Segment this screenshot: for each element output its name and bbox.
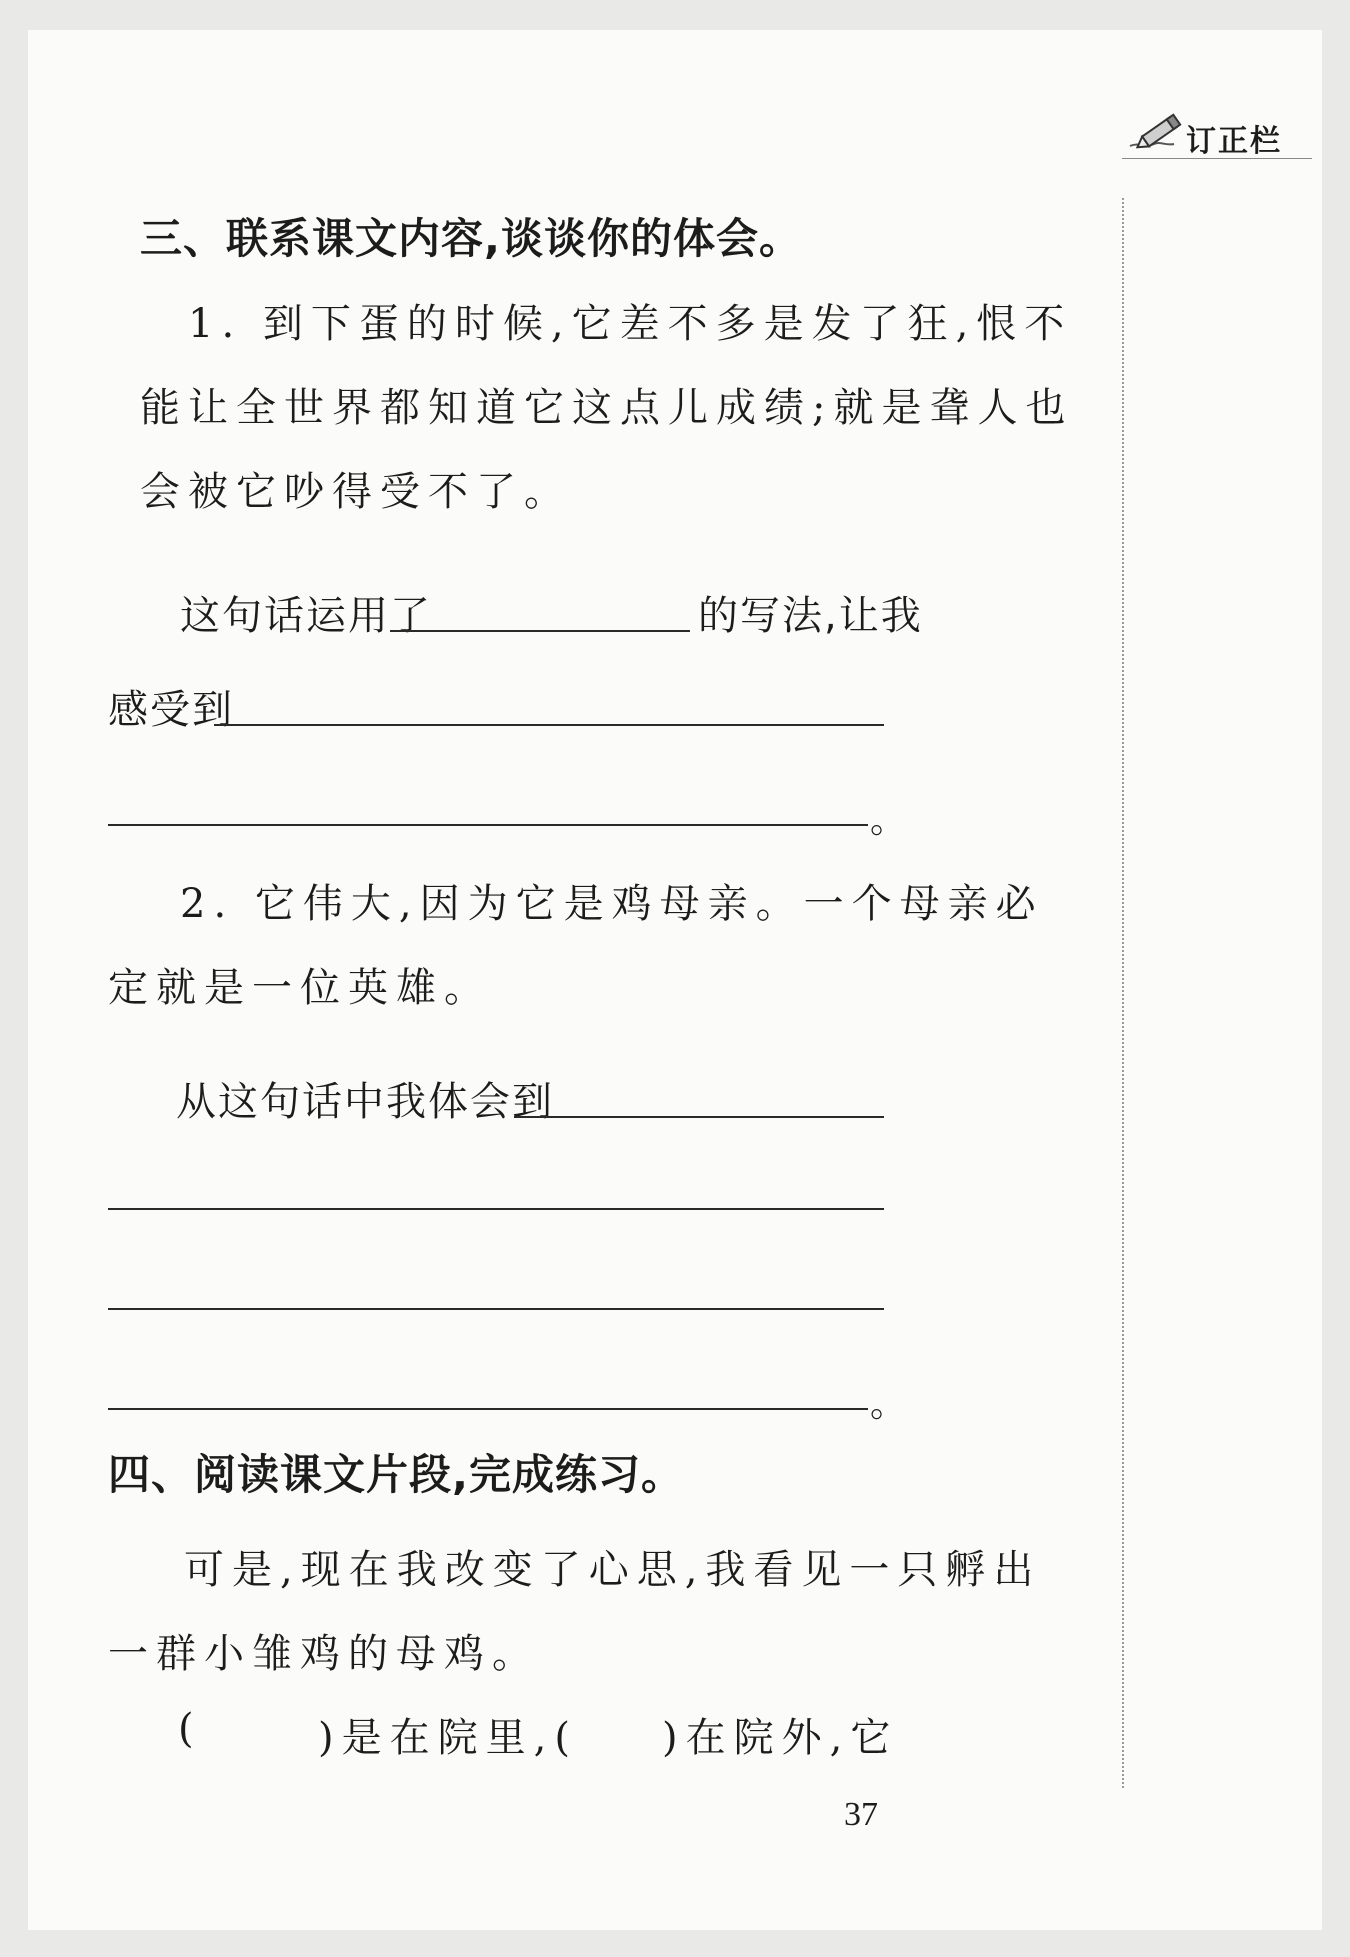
q1-end-mark: 。: [870, 800, 907, 841]
page-number: 37: [844, 1796, 878, 1833]
passage-line-2: 一群小雏鸡的母鸡。: [108, 1631, 540, 1677]
q2-answer-blank-1[interactable]: [514, 1116, 884, 1118]
fill-blank-1[interactable]: [212, 1706, 312, 1752]
q2-prompt: 从这句话中我体会到: [176, 1079, 554, 1125]
q2-line-1: 2. 它伟大,因为它是鸡母亲。一个母亲必: [180, 881, 1044, 927]
q1-prompt-technique: 这句话运用了: [180, 593, 432, 639]
q1-technique-blank[interactable]: [390, 630, 690, 632]
workbook-page: [28, 30, 1322, 1930]
q2-end-mark: 。: [870, 1384, 907, 1425]
correction-margin-rule: [1122, 198, 1124, 1788]
fill-paren-open-1: (: [178, 1706, 202, 1752]
fill-line-mid: )是在院里,(: [318, 1715, 578, 1761]
q1-answer-blank-1[interactable]: [214, 724, 884, 726]
q2-answer-blank-3[interactable]: [108, 1308, 884, 1310]
margin-header-label: 订正栏: [1186, 124, 1282, 159]
q1-prompt-continue: 的写法,让我: [698, 593, 923, 639]
q1-line-1: 1. 到下蛋的时候,它差不多是发了狂,恨不: [188, 301, 1073, 347]
section-4-heading: 四、阅读课文片段,完成练习。: [108, 1450, 684, 1499]
fill-line-end: )在院外,它: [662, 1715, 899, 1761]
passage-line-1: 可是,现在我改变了心思,我看见一只孵出: [184, 1547, 1042, 1593]
q1-line-3: 会被它吵得受不了。: [140, 469, 572, 515]
q2-answer-blank-2[interactable]: [108, 1208, 884, 1210]
pencil-icon: [1128, 108, 1188, 158]
section-3-heading: 三、联系课文内容,谈谈你的体会。: [140, 214, 802, 263]
q2-answer-blank-4[interactable]: [108, 1408, 868, 1410]
margin-header: [1128, 108, 1318, 158]
q1-answer-blank-2[interactable]: [108, 824, 868, 826]
margin-header-underline: [1122, 158, 1312, 159]
fill-blank-2[interactable]: [558, 1706, 658, 1752]
q1-line-2: 能让全世界都知道它这点儿成绩;就是聋人也: [140, 385, 1074, 431]
q2-line-2: 定就是一位英雄。: [108, 965, 492, 1011]
q1-prompt-feeling: 感受到: [108, 687, 234, 733]
